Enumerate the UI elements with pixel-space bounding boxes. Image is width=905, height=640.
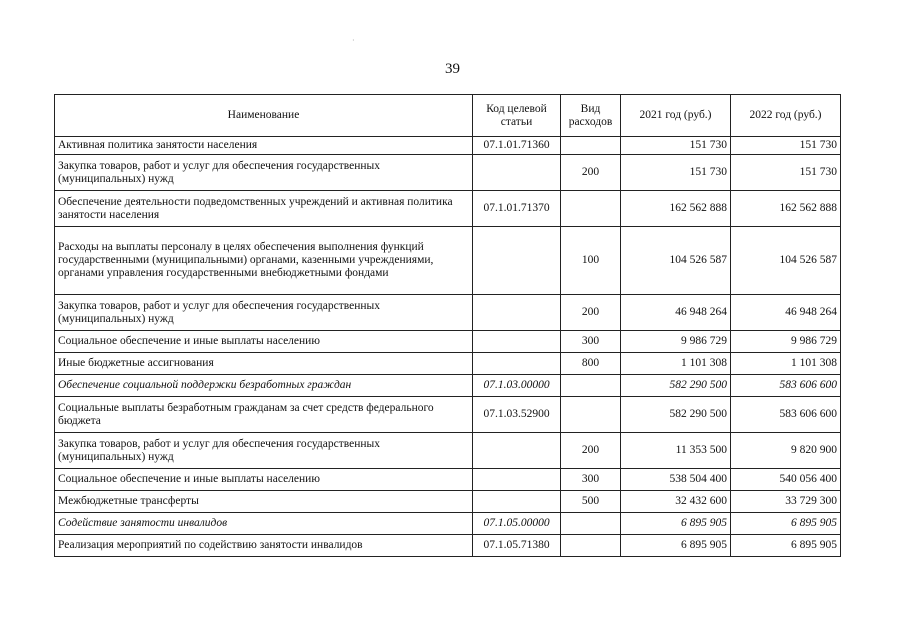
row-2021-cell: 11 353 500	[621, 433, 731, 469]
row-type-cell	[561, 137, 621, 155]
row-2022-cell: 9 986 729	[731, 331, 841, 353]
table-row	[55, 155, 841, 191]
table-row	[55, 513, 841, 535]
row-name-cell: Иные бюджетные ассигнования	[55, 353, 473, 375]
table-row	[55, 227, 841, 295]
header-type: Вид расходов	[561, 95, 621, 137]
row-type-cell	[561, 397, 621, 433]
row-code-cell: 07.1.03.52900	[473, 397, 561, 433]
row-2021-cell: 151 730	[621, 155, 731, 191]
row-name-cell: Содействие занятости инвалидов	[55, 513, 473, 535]
row-name-cell: Расходы на выплаты персоналу в целях обеспечения выполнения функций государственными (муниципальными) органами, казенными учреждениями, органами управления государственными внебюджетными фондами	[55, 227, 473, 295]
row-name-cell: Закупка товаров, работ и услуг для обеспечения государственных (муниципальных) нужд	[55, 433, 473, 469]
row-2022-cell: 6 895 905	[731, 513, 841, 535]
row-type-cell	[561, 513, 621, 535]
row-2021-cell: 1 101 308	[621, 353, 731, 375]
row-type-cell: 200	[561, 155, 621, 191]
table-row	[55, 375, 841, 397]
row-2021-cell: 162 562 888	[621, 191, 731, 227]
row-2022-cell: 104 526 587	[731, 227, 841, 295]
header-code: Код целевой статьи	[473, 95, 561, 137]
row-name-cell: Закупка товаров, работ и услуг для обеспечения государственных (муниципальных) нужд	[55, 155, 473, 191]
row-2022-cell: 151 730	[731, 137, 841, 155]
header-2022: 2022 год (руб.)	[731, 95, 841, 137]
row-code-cell	[473, 353, 561, 375]
row-2021-cell: 538 504 400	[621, 469, 731, 491]
table-row	[55, 191, 841, 227]
row-2021-cell: 46 948 264	[621, 295, 731, 331]
header-row	[55, 95, 841, 137]
row-name-cell: Обеспечение деятельности подведомственных учреждений и активная политика занятости населения	[55, 191, 473, 227]
row-type-cell: 800	[561, 353, 621, 375]
row-name-cell: Социальное обеспечение и иные выплаты населению	[55, 469, 473, 491]
row-name-cell: Межбюджетные трансферты	[55, 491, 473, 513]
row-2022-cell: 6 895 905	[731, 535, 841, 557]
row-code-cell: 07.1.05.00000	[473, 513, 561, 535]
row-name-cell: Активная политика занятости населения	[55, 137, 473, 155]
budget-table	[54, 94, 841, 557]
row-code-cell	[473, 331, 561, 353]
header-name: Наименование	[55, 95, 473, 137]
row-2021-cell: 32 432 600	[621, 491, 731, 513]
row-type-cell: 300	[561, 331, 621, 353]
table-row	[55, 295, 841, 331]
table-row	[55, 331, 841, 353]
row-code-cell: 07.1.05.71380	[473, 535, 561, 557]
row-2021-cell: 582 290 500	[621, 375, 731, 397]
row-code-cell	[473, 295, 561, 331]
row-2022-cell: 540 056 400	[731, 469, 841, 491]
row-code-cell	[473, 491, 561, 513]
row-2021-cell: 151 730	[621, 137, 731, 155]
row-type-cell: 500	[561, 491, 621, 513]
row-2021-cell: 6 895 905	[621, 535, 731, 557]
row-code-cell: 07.1.03.00000	[473, 375, 561, 397]
row-name-cell: Социальное обеспечение и иные выплаты населению	[55, 331, 473, 353]
scan-mark: ·	[352, 36, 355, 45]
row-type-cell	[561, 375, 621, 397]
row-2021-cell: 6 895 905	[621, 513, 731, 535]
row-code-cell	[473, 227, 561, 295]
row-code-cell: 07.1.01.71370	[473, 191, 561, 227]
row-2022-cell: 583 606 600	[731, 375, 841, 397]
row-code-cell	[473, 469, 561, 491]
page-number: 39	[445, 61, 460, 77]
row-type-cell	[561, 535, 621, 557]
row-type-cell	[561, 191, 621, 227]
header-2021: 2021 год (руб.)	[621, 95, 731, 137]
row-name-cell: Социальные выплаты безработным гражданам за счет средств федерального бюджета	[55, 397, 473, 433]
row-2021-cell: 9 986 729	[621, 331, 731, 353]
table-row	[55, 137, 841, 155]
row-2022-cell: 46 948 264	[731, 295, 841, 331]
row-name-cell: Реализация мероприятий по содействию занятости инвалидов	[55, 535, 473, 557]
table-row	[55, 491, 841, 513]
row-type-cell: 200	[561, 433, 621, 469]
table-row	[55, 353, 841, 375]
row-type-cell: 100	[561, 227, 621, 295]
table-row	[55, 397, 841, 433]
row-2021-cell: 582 290 500	[621, 397, 731, 433]
row-name-cell: Обеспечение социальной поддержки безработных граждан	[55, 375, 473, 397]
row-code-cell	[473, 433, 561, 469]
row-2022-cell: 1 101 308	[731, 353, 841, 375]
row-2021-cell: 104 526 587	[621, 227, 731, 295]
row-2022-cell: 151 730	[731, 155, 841, 191]
row-name-cell: Закупка товаров, работ и услуг для обеспечения государственных (муниципальных) нужд	[55, 295, 473, 331]
row-type-cell: 200	[561, 295, 621, 331]
row-2022-cell: 583 606 600	[731, 397, 841, 433]
table-row	[55, 433, 841, 469]
row-2022-cell: 33 729 300	[731, 491, 841, 513]
table-row	[55, 535, 841, 557]
table-row	[55, 469, 841, 491]
row-code-cell: 07.1.01.71360	[473, 137, 561, 155]
row-2022-cell: 9 820 900	[731, 433, 841, 469]
row-2022-cell: 162 562 888	[731, 191, 841, 227]
row-type-cell: 300	[561, 469, 621, 491]
row-code-cell	[473, 155, 561, 191]
